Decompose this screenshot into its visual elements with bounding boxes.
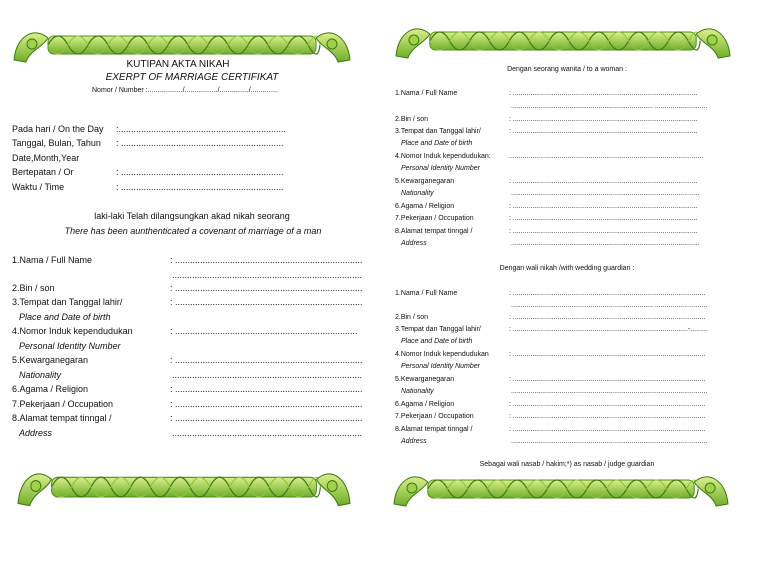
groom-field-value[interactable]: : ........................................................................... bbox=[170, 413, 363, 423]
heading-woman: Dengan seorang wanita / to a woman : bbox=[507, 66, 627, 73]
groom-field-label: Personal Identity Number bbox=[19, 341, 121, 351]
bride-field-value[interactable]: : ............................................................................................... bbox=[509, 228, 698, 235]
bride-field-label: Personal Identity Number bbox=[401, 165, 480, 172]
guardian-field-value[interactable]: ..................................................................................................... bbox=[511, 438, 708, 445]
groom-field-value[interactable]: : ......................................................................... bbox=[170, 326, 358, 336]
bride-field-label: 1.Nama / Full Name bbox=[395, 90, 458, 97]
groom-field-label: 8.Alamat tempat tinngal / bbox=[12, 413, 112, 423]
groom-field-label: 6.Agama / Religion bbox=[12, 384, 89, 394]
groom-field-label: Address bbox=[19, 428, 53, 438]
date-row-label: Bertepatan / Or bbox=[12, 167, 74, 177]
groom-field-value[interactable]: : ........................................................................... bbox=[170, 355, 363, 365]
groom-field-value[interactable]: : ........................................................................... bbox=[170, 255, 363, 265]
groom-field-label: 3.Tempat dan Tanggal lahir/ bbox=[12, 297, 123, 307]
guardian-field-value[interactable]: : ................................................................................................... bbox=[509, 351, 706, 358]
bride-field-label: 6.Agama / Religion bbox=[395, 203, 455, 210]
guardian-field-label: 2.Bin / son bbox=[395, 314, 429, 321]
guardian-field-value[interactable]: : ................................................................................................... bbox=[509, 426, 706, 433]
groom-field-label: Nationality bbox=[19, 370, 62, 380]
ornament-top-right bbox=[394, 18, 732, 62]
guardian-field-label: 6.Agama / Religion bbox=[395, 401, 455, 408]
guardian-field-label: 8.Alamat tempat tinngal / bbox=[395, 426, 473, 433]
guardian-field-label: 4.Nomor Induk kependudukan bbox=[395, 351, 489, 358]
groom-field-value[interactable]: : ........................................................................... bbox=[170, 384, 363, 394]
ornament-bottom-left bbox=[16, 462, 352, 510]
guardian-field-label: Place and Date of birth bbox=[401, 338, 473, 345]
guardian-field-label: 7.Pekerjaan / Occupation bbox=[395, 413, 474, 420]
guardian-field-value[interactable]: : ................................................................................................... bbox=[509, 401, 706, 408]
guardian-field-value[interactable]: ..................................................................................................... bbox=[511, 388, 708, 395]
bride-field-value[interactable]: : ............................................................................................... bbox=[509, 215, 698, 222]
guardian-footer: Sebagai wali nasab / hakim;*) as nasab / judge guardian bbox=[479, 461, 655, 468]
bride-field-label: 2.Bin / son bbox=[395, 116, 429, 123]
bride-field-label: Address bbox=[401, 240, 427, 247]
guardian-field-value[interactable]: : ................................................................................................... bbox=[509, 290, 706, 297]
guardian-field-value[interactable]: : ................................................................................................... bbox=[509, 376, 706, 383]
certificate-title: KUTIPAN AKTA NIKAH bbox=[126, 59, 230, 70]
bride-field-value[interactable]: ................................................................................................. bbox=[511, 240, 700, 247]
groom-field-value[interactable]: ............................................................................ bbox=[172, 428, 363, 438]
date-row-label: Pada hari / On the Day bbox=[12, 124, 104, 134]
guardian-field-label: 5.Kewarganegaran bbox=[395, 376, 455, 383]
date-row-value[interactable]: : ................................................................. bbox=[116, 167, 284, 177]
groom-field-label: 7.Pekerjaan / Occupation bbox=[12, 399, 114, 409]
guardian-field-value[interactable]: : ..........................................................................................-......... bbox=[509, 326, 708, 333]
guardian-field-label: 3.Tempat dan Tanggal lahir/ bbox=[395, 326, 481, 333]
guardian-field-value[interactable]: : ................................................................................................... bbox=[509, 413, 706, 420]
bride-field-label: Nationality bbox=[401, 190, 434, 197]
groom-field-value[interactable]: : ........................................................................... bbox=[170, 283, 363, 293]
groom-field-value[interactable]: ............................................................................ bbox=[172, 370, 363, 380]
date-row-label: Waktu / Time bbox=[12, 182, 65, 192]
groom-field-label: Place and Date of birth bbox=[19, 312, 111, 322]
bride-field-value[interactable]: : ............................................................................................... bbox=[509, 116, 698, 123]
date-row-label: Tanggal, Bulan, Tahun bbox=[12, 138, 101, 148]
certificate-number: Nomor / Number :................../................./.............../.............. bbox=[92, 87, 278, 94]
guardian-field-label: 1.Nama / Full Name bbox=[395, 290, 458, 297]
guardian-field-label: Nationality bbox=[401, 388, 434, 395]
groom-field-label: 4.Nomor Induk kependudukan bbox=[12, 326, 133, 336]
groom-field-value[interactable]: : ........................................................................... bbox=[170, 297, 363, 307]
date-row-label: Date,Month,Year bbox=[12, 153, 80, 163]
groom-field-label: 2.Bin / son bbox=[12, 283, 55, 293]
bride-field-value[interactable]: : ............................................................................................... bbox=[509, 203, 698, 210]
bride-field-label: Place and Date of birth bbox=[401, 140, 473, 147]
bride-field-label: 5.Kewarganegaran bbox=[395, 178, 455, 185]
bride-field-label: 4.Nomor Induk kependudukan: bbox=[395, 153, 491, 160]
guardian-field-value[interactable]: : ................................................................................................... bbox=[509, 314, 706, 321]
bride-field-label: 7.Pekerjaan / Occupation bbox=[395, 215, 474, 222]
statement-line-1: laki-laki Telah dilangsungkan akad nikah seorang bbox=[94, 211, 290, 221]
groom-field-label: 5.Kewarganegaran bbox=[12, 355, 89, 365]
bride-field-value[interactable]: .................................................................................................... bbox=[509, 153, 704, 160]
date-row-value[interactable]: : ................................................................. bbox=[116, 138, 284, 148]
guardian-field-label: Personal Identity Number bbox=[401, 363, 480, 370]
bride-field-label: 8.Alamat tempat tinngal / bbox=[395, 228, 473, 235]
groom-field-label: 1.Nama / Full Name bbox=[12, 255, 93, 265]
guardian-field-label: Address bbox=[401, 438, 427, 445]
groom-field-value[interactable]: ............................................................................ bbox=[172, 270, 363, 280]
date-row-value[interactable]: : ................................................................. bbox=[116, 182, 284, 192]
groom-field-value[interactable]: : ........................................................................... bbox=[170, 399, 363, 409]
certificate-subtitle: EXERPT OF MARRIAGE CERTIFIKAT bbox=[105, 72, 279, 83]
bride-field-value[interactable]: : ............................................................................................... bbox=[509, 90, 698, 97]
bride-field-value[interactable]: ................................................................................................. bbox=[511, 190, 700, 197]
ornament-bottom-right bbox=[392, 466, 730, 510]
bride-field-value[interactable]: ......................................................................... ........................... bbox=[511, 103, 708, 110]
bride-field-value[interactable]: : ............................................................................................... bbox=[509, 128, 698, 135]
statement-line-2: There has been aunthenticated a covenant of marriage of a man bbox=[64, 226, 322, 236]
heading-guardian: Dengan wali nikah /with wedding guardian : bbox=[499, 265, 635, 272]
bride-field-label: 3.Tempat dan Tanggal lahir/ bbox=[395, 128, 481, 135]
bride-field-value[interactable]: : ............................................................................................... bbox=[509, 178, 698, 185]
date-row-value[interactable]: :................................................................... bbox=[116, 124, 287, 134]
guardian-field-value[interactable]: ......................................................................... ........................... bbox=[511, 302, 708, 309]
